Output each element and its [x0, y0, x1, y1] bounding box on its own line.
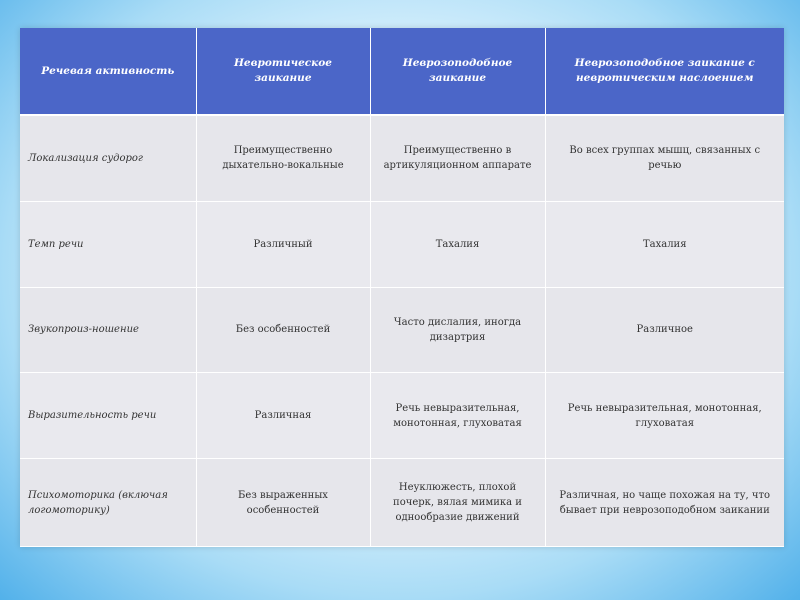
table-cell: Различный — [196, 201, 370, 287]
table — [20, 28, 784, 547]
table-row — [20, 459, 784, 547]
table-cell: Без особенностей — [196, 287, 370, 373]
row-label: Звукопроиз-ношение — [20, 287, 196, 373]
table-cell: Различная — [196, 373, 370, 459]
table-cell: Тахалия — [370, 201, 545, 287]
header-neurosis-like-with-neurotic-layering: Неврозоподобное заикание с невротическим наслоением — [545, 28, 784, 115]
header-speech-activity: Речевая активность — [20, 28, 196, 115]
header-neurosis-like-stuttering: Неврозоподобное заикание — [370, 28, 545, 115]
header-row — [20, 28, 784, 115]
table-cell: Различная, но чаще похожая на ту, что бывает при неврозоподобном заикании — [545, 459, 784, 547]
table-cell: Тахалия — [545, 201, 784, 287]
table-cell: Часто дислалия, иногда дизартрия — [370, 287, 545, 373]
row-label: Темп речи — [20, 201, 196, 287]
row-label: Локализация судорог — [20, 115, 196, 201]
table-cell: Преимущественно в артикуляционном аппарате — [370, 115, 545, 201]
table-cell: Преимущественно дыхательно-вокальные — [196, 115, 370, 201]
row-label: Выразительность речи — [20, 373, 196, 459]
header-neurotic-stuttering: Невротическое заикание — [196, 28, 370, 115]
table-row — [20, 287, 784, 373]
table-cell: Речь невыразительная, монотонная, глуховатая — [370, 373, 545, 459]
comparison-table — [20, 28, 784, 547]
row-label: Психомоторика (включая логомоторику) — [20, 459, 196, 547]
table-cell: Неуклюжесть, плохой почерк, вялая мимика и однообразие движений — [370, 459, 545, 547]
table-cell: Без выраженных особенностей — [196, 459, 370, 547]
table-row — [20, 115, 784, 201]
table-cell: Различное — [545, 287, 784, 373]
table-row — [20, 373, 784, 459]
table-row — [20, 201, 784, 287]
table-cell: Речь невыразительная, монотонная, глуховатая — [545, 373, 784, 459]
table-cell: Во всех группах мышц, связанных с речью — [545, 115, 784, 201]
